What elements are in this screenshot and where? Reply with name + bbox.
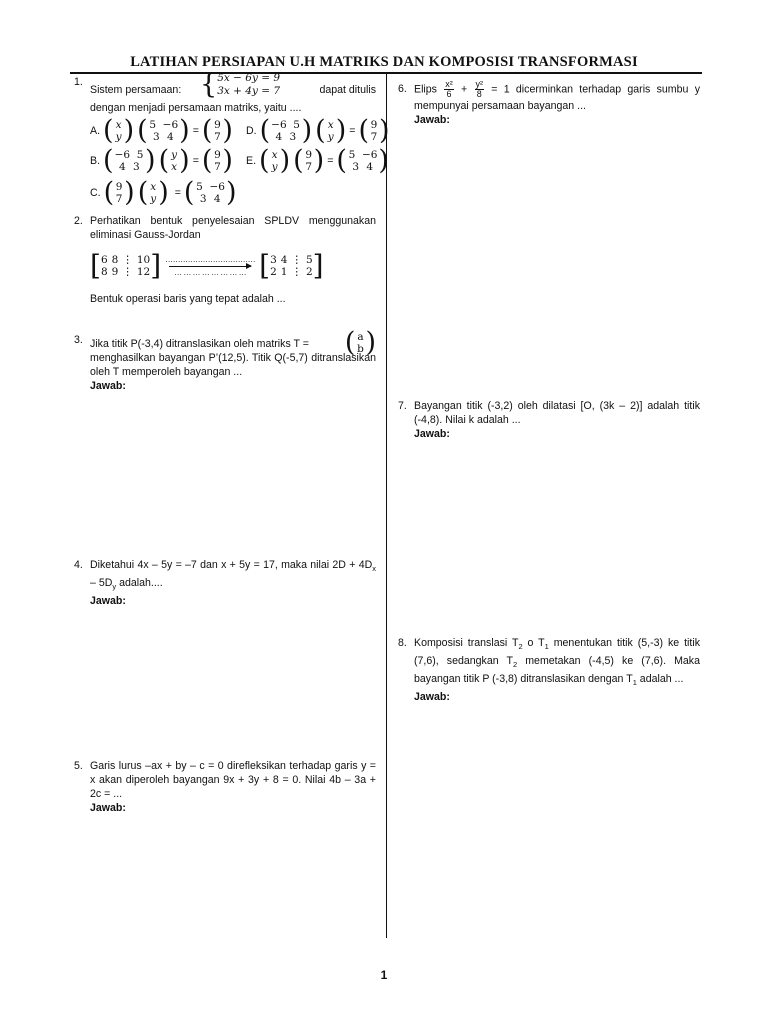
matrix-cell: 2 — [305, 266, 313, 278]
option-letter: E. — [246, 155, 257, 167]
equation-2: 3x + 4y = 7 — [217, 85, 281, 97]
option-a[interactable]: A. ( x y ) ( 5 −6 3 4 ) = ( 9 7 ) — [90, 115, 233, 146]
constant-matrix: ( 9 7 ) — [293, 145, 325, 176]
question-3 — [74, 327, 376, 393]
q8-text-3: menentukan titik (5,-3) ke titik (7,6), sedangkan T — [414, 637, 700, 668]
option-e[interactable]: E. ( x y ) ( 9 7 ) = ( 5 −6 3 4 ) — [246, 145, 389, 176]
q1-text-a: Sistem persamaan: — [90, 84, 182, 96]
q6-text-a: Elips — [414, 83, 437, 96]
vector-matrix: ( x y ) — [137, 177, 169, 208]
matrix-cell: 8 — [100, 266, 108, 278]
question-number: 2. — [74, 215, 83, 227]
equation-system: { 5x − 6y = 9 3x + 4y = 7 — [200, 69, 281, 100]
matrix-cell: 5 — [305, 254, 313, 266]
subscript: 1 — [632, 678, 637, 688]
subscript-x: x — [372, 564, 376, 574]
constant-matrix: ( 9 7 ) — [201, 115, 233, 146]
constant-matrix: ( 9 7 ) — [358, 115, 390, 146]
gauss-jordan-diagram — [90, 249, 376, 282]
answer-label: Jawab: — [90, 380, 126, 392]
translation-vector: ( a b ) — [344, 327, 376, 358]
question-8 — [398, 636, 700, 704]
fraction-denominator: 8 — [476, 89, 482, 99]
q6-text-b: = 1 dicerminkan terhadap garis sumbu y mempunyai persamaan bayangan ... — [414, 83, 700, 112]
question-number: 7. — [398, 400, 407, 412]
option-letter: C. — [90, 187, 101, 199]
answer-label: Jawab: — [414, 114, 450, 126]
q3-text-b: menghasilkan bayangan P’(12,5). Titik Q(-5,7) ditranslasikan oleh T memperoleh bayangan ... — [90, 352, 376, 378]
fraction-numerator: y² — [475, 79, 483, 89]
matrix-cell: 10 — [136, 254, 151, 266]
q8-text-5: adalah ... — [636, 673, 684, 686]
vector-matrix: ( x y ) — [259, 145, 291, 176]
question-1 — [74, 69, 390, 208]
subscript: 2 — [518, 642, 523, 652]
coefficient-matrix: ( 5 −6 3 4 ) — [183, 177, 237, 208]
operation-placeholder-top: ……………………………… — [165, 254, 256, 264]
q5-text: Garis lurus –ax + by – c = 0 direfleksikan terhadap garis y = x akan diperoleh bayangan 9x + 3y + 8 = 0. Nilai 4b – 3a + 2c = ... — [90, 760, 376, 800]
q4-text — [90, 558, 376, 594]
fraction-numerator: x² — [445, 79, 453, 89]
question-7 — [398, 399, 700, 441]
matrix-cell: 3 — [270, 254, 277, 266]
matrix-cell: 9 — [111, 266, 119, 278]
constant-matrix: ( 9 7 ) — [103, 177, 135, 208]
q2-text: Perhatikan bentuk penyelesaian SPLDV menggunakan eliminasi Gauss-Jordan — [90, 215, 376, 241]
answer-label: Jawab: — [90, 802, 126, 814]
q8-text-2: o T — [522, 637, 545, 649]
matrix-cell: 2 — [270, 266, 277, 278]
q4-text-c: adalah.... — [116, 577, 163, 590]
coefficient-matrix: ( −6 5 4 3 ) — [103, 145, 156, 176]
vector-bottom: b — [357, 343, 364, 355]
constant-matrix: ( 9 7 ) — [201, 145, 233, 176]
matrix-cell: 12 — [136, 266, 151, 278]
vector-top: a — [357, 331, 364, 343]
question-number: 5. — [74, 760, 83, 772]
answer-label: Jawab: — [414, 428, 450, 440]
q2-question: Bentuk operasi baris yang tepat adalah ... — [90, 293, 286, 305]
row-operation-arrow — [165, 256, 255, 277]
option-b[interactable]: B. ( −6 5 4 3 ) ( y x ) = ( 9 7 ) — [90, 145, 233, 176]
q1-text-b: dapat ditulis — [319, 84, 376, 96]
answer-label: Jawab: — [90, 595, 126, 608]
answer-label: Jawab: — [414, 691, 450, 704]
equation-1: 5x − 6y = 9 — [217, 72, 281, 84]
augmented-matrix-initial: [ 6 8 ⋮ 10 8 9 ⋮ 12 ] — [90, 249, 162, 282]
arrow-icon — [169, 266, 251, 267]
q4-text-a: Diketahui 4x – 5y = –7 dan x + 5y = 17, maka nilai 2D + 4D — [90, 559, 373, 571]
matrix-cell: 1 — [280, 266, 288, 278]
plus-sign: + — [461, 83, 468, 96]
column-divider — [386, 74, 387, 938]
q3-text-a: Jika titik P(-3,4) ditranslasikan oleh matriks T = — [90, 338, 309, 350]
option-c[interactable]: C. ( 9 7 ) ( x y ) = ( 5 −6 3 4 ) — [90, 177, 237, 208]
subscript: 2 — [512, 660, 518, 670]
subscript: 1 — [544, 642, 549, 652]
question-number: 6. — [398, 83, 407, 95]
page-title: LATIHAN PERSIAPAN U.H MATRIKS DAN KOMPOSISI TRANSFORMASI — [130, 54, 638, 70]
fraction-x — [444, 80, 454, 99]
fraction-denominator: 6 — [446, 89, 452, 99]
question-5 — [74, 759, 376, 815]
matrix-cell: 4 — [280, 254, 288, 266]
q8-text — [414, 636, 700, 690]
q4-text-b: – 5D — [90, 577, 113, 590]
option-letter: D. — [246, 125, 257, 137]
coefficient-matrix: ( −6 5 4 3 ) — [259, 115, 313, 146]
vector-matrix: ( y x ) — [158, 145, 190, 176]
vector-matrix: ( x y ) — [315, 115, 347, 146]
augmented-matrix-result: [ 3 4 ⋮ 5 2 1 ⋮ 2 ] — [259, 249, 324, 282]
matrix-cell: 8 — [111, 254, 119, 266]
matrix-cell: 6 — [100, 254, 108, 266]
question-number: 3. — [74, 334, 83, 346]
question-2 — [74, 214, 376, 306]
fraction-y — [475, 80, 485, 99]
page-number: 1 — [380, 968, 388, 982]
q1-text-c: dengan menjadi persamaan matriks, yaitu .... — [90, 102, 302, 114]
coefficient-matrix: ( 5 −6 3 4 ) — [336, 145, 389, 176]
question-number: 1. — [74, 76, 83, 88]
question-6 — [398, 80, 700, 127]
vector-matrix: ( x y ) — [103, 115, 135, 146]
q8-text-1: Komposisi translasi T — [414, 637, 519, 649]
subscript-y: y — [112, 582, 117, 592]
coefficient-matrix: ( 5 −6 3 4 ) — [137, 115, 190, 146]
question-number: 4. — [74, 559, 83, 571]
question-4 — [74, 558, 376, 608]
q8-text-4: memetakan (-4,5) ke (7,6). Maka bayangan titik P (-3,8) ditranslasikan dengan T — [414, 655, 700, 686]
operation-placeholder-bottom: … … … … … … … … — [174, 267, 247, 277]
q7-text: Bayangan titik (-3,2) oleh dilatasi [O, (3k – 2)] adalah titik (-4,8). Nilai k adalah ... — [414, 400, 700, 426]
question-number: 8. — [398, 637, 407, 649]
option-letter: B. — [90, 155, 101, 167]
option-letter: A. — [90, 125, 101, 137]
option-d[interactable]: D. ( −6 5 4 3 ) ( x y ) = ( 9 7 ) — [246, 115, 390, 146]
